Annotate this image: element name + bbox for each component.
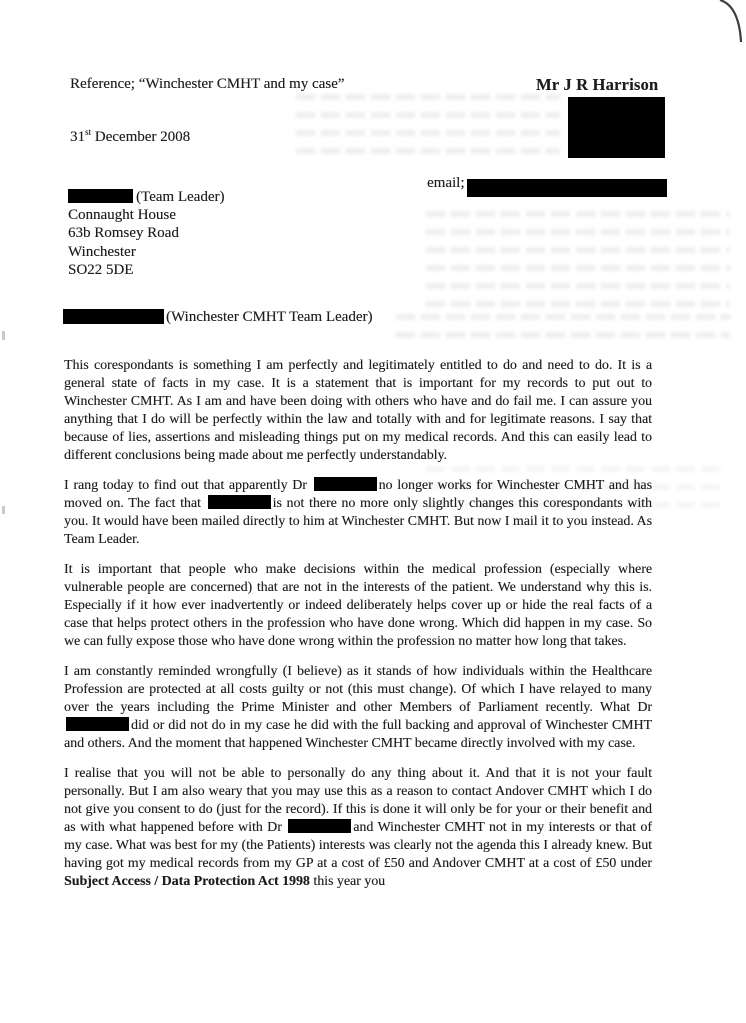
letter-paragraph: [64, 561, 652, 651]
redaction-box-inline: [314, 477, 377, 491]
letter-paragraph: [64, 663, 652, 753]
text-run: this year you: [313, 874, 386, 890]
redaction-box-sender-address: [568, 97, 665, 158]
text-run: This corespondants is something I am perfectly and legitimately entitled to do and need to do. It is a general state of facts in my case. It is a statement that is important for my records to put out to Winchester CMHT. As I am and have been doing with others who have and do fail me. I can assure you anything that I do will be perfectly within the law and totally with and for legitimate reasons. I say that because of lies, assertions and misleading things put on my medical records. And this can easily lead to different conclusions being made about me perfectly understandably.: [64, 358, 652, 464]
date-rest: December 2008: [91, 129, 191, 145]
letter-paragraph: [64, 765, 652, 892]
scan-edge-artifact: [706, 0, 746, 46]
letter-paragraph: [64, 477, 652, 549]
redaction-box-inline: [288, 819, 351, 833]
text-run: I realise that you will not be able to personally do any thing about it. And that it is not your fault personally. But I am also weary that you may use this as a reason to contact Andover CMHT which I do not give you consent to do (just for the record). If this is done it will only be for your or their benefit and as with what happened before with Dr: [64, 765, 652, 836]
redaction-box-recipient-name: [68, 189, 133, 203]
address-line: Connaught House: [68, 207, 176, 224]
text-run: did or did not do in my case he did with the full backing and approval of Winchester CMHT and others. And the moment that happened Winchester CMHT became directly involved with my case.: [64, 718, 652, 752]
redaction-box-salutation-name: [63, 309, 164, 324]
scan-speck: [2, 506, 5, 514]
text-run: is not there no more only slightly changes this corespondants with you. It would have been mailed directly to him at Winchester CMHT. But now I mail it to you instead. As Team Leader.: [64, 496, 652, 548]
email-label: email;: [427, 175, 465, 191]
bleedthrough-ghost: [420, 205, 730, 310]
address-line: SO22 5DE: [68, 261, 134, 278]
recipient-name-line: [68, 188, 224, 206]
address-lines: [68, 206, 224, 279]
text-run: I rang today to find out that apparently Dr: [64, 478, 307, 494]
recipient-title: (Team Leader): [136, 189, 225, 205]
text-run: I am constantly reminded wrongfully (I believe) as it stands of how individuals within the Healthcare Profession are protected at all costs guilty or not (this must change). Of which I have relayed to many over the years including the Prime Minister and other Members of Parliament recently. What Dr: [64, 663, 652, 716]
bleedthrough-ghost: [390, 308, 730, 346]
salutation-line: [63, 309, 372, 326]
text-run: and Winchester CMHT not in my interests or that of my case. What was best for my (the Patients) interests was clearly not the agenda this I already knew. But having got my medical records from my GP at a cost of £50 and Andover CMHT at a cost of £50 under: [64, 820, 652, 872]
sender-name: Mr J R Harrison: [536, 75, 659, 94]
address-line: 63b Romsey Road: [68, 225, 179, 242]
redaction-box-inline: [66, 717, 129, 731]
recipient-address-block: [68, 188, 224, 279]
date-day: 31: [70, 129, 85, 145]
text-run: no longer works for Winchester CMHT and has moved on. The fact that: [64, 478, 652, 512]
reference-line: Reference; “Winchester CMHT and my case”: [70, 76, 345, 92]
bleedthrough-ghost: [290, 88, 560, 160]
text-run: It is important that people who make decisions within the medical profession (especially where vulnerable people are concerned) that are not in the interests of the patient. We understand why this is. Especially if it how ever inadvertently or indeed deliberately helps cover up or hide the real facts of a case that helps protect others in the profession who have done wrong. Which did happen in my case. So we can fully expose those who have done wrong within the profession no matter how long that takes.: [64, 561, 652, 650]
salutation-title: (Winchester CMHT Team Leader): [166, 309, 373, 325]
redaction-box-inline: [208, 495, 271, 509]
letter-body: [64, 357, 652, 903]
letter-paragraph: [64, 357, 652, 466]
date-line: [70, 127, 190, 146]
bold-text-run: Subject Access / Data Protection Act 1998: [64, 874, 310, 890]
redaction-box-email: [467, 179, 667, 197]
scan-speck: [2, 331, 5, 340]
date-ordinal: st: [85, 127, 92, 137]
address-line: Winchester: [68, 243, 136, 260]
